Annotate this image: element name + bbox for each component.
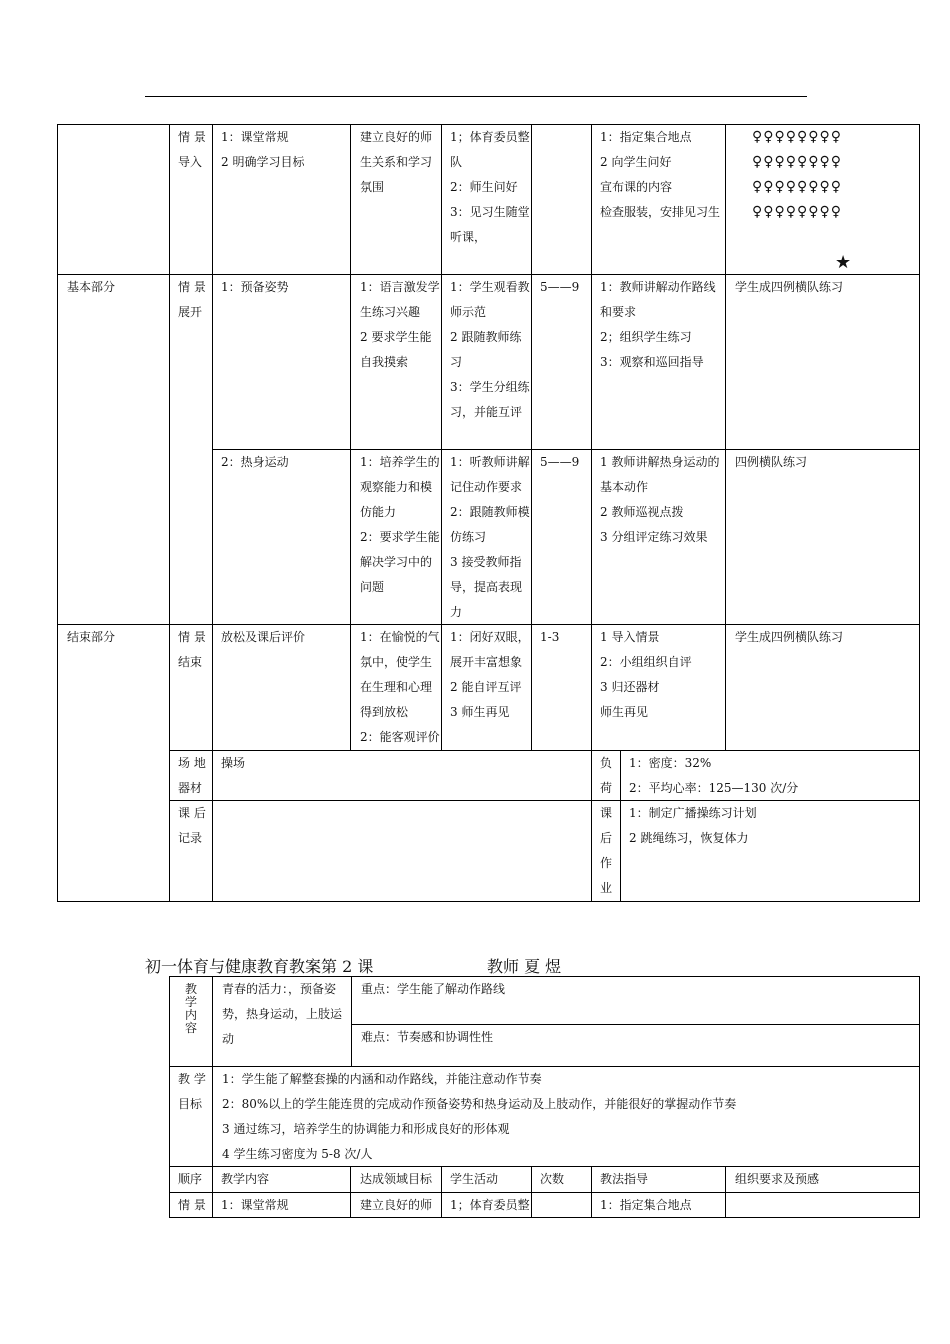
formation-row: ♀♀♀♀♀♀♀♀ [752,179,843,195]
record-label-cell [169,800,213,902]
formation-row: ♀♀♀♀♀♀♀♀ [752,129,843,145]
teacher-name: 教师 夏 煜 [487,957,562,976]
lesson-title: 初一体育与健康教育教案第 2 课 [145,957,374,976]
goals-label: 教 学 目标 [178,1072,206,1111]
content-cell [212,624,351,751]
activity-text: 1：听教师讲解 记住动作要求 2：跟随教师模 仿练习 3 接受教师指 导，提高表现 力 [450,455,530,619]
header-label: 达成领域目标 [360,1172,433,1186]
method-text: 1：教师讲解动作路线 和要求 2；组织学生练习 3：观察和巡回指导 [600,280,716,369]
header-cell [725,1166,920,1193]
formation-cell [725,124,920,275]
org-text: 四例横队练习 [735,455,808,469]
row-text: 1：指定集合地点 [600,1198,692,1212]
times-cell [531,124,592,275]
difficulty-cell [351,1024,920,1067]
goal-text: 1：语言激发学 生练习兴趣 2 要求学生能 自我摸索 [360,280,440,369]
venue-value-cell [212,750,592,801]
header-rule [145,96,807,97]
homework-label-cell [591,800,621,902]
row-text: 情 景 [178,1198,206,1212]
load-label: 负 荷 [600,756,613,795]
section-cell-intro [57,124,170,275]
load-label-cell [591,750,621,801]
times-cell [531,624,592,751]
venue-label-cell [169,750,213,801]
row-text: 建立良好的师 [360,1198,433,1212]
method-cell [591,124,726,275]
times-cell [531,274,592,450]
load-value-cell [620,750,920,801]
header-label: 教法指导 [600,1172,649,1186]
header-cell [350,1166,442,1193]
goal-text: 建立良好的师 生关系和学习 氛围 [360,130,433,194]
header-label: 教学内容 [221,1172,270,1186]
method-text: 1：指定集合地点 2 向学生问好 宣布课的内容 检查服装，安排见习生 [600,130,721,219]
homework-value: 1：制定广播操练习计划 2 跳绳练习，恢复体力 [629,806,757,845]
row-cell [531,1192,592,1218]
section-cell-basic [57,274,170,625]
goal-text: 1：在愉悦的气 氛中，使学生 在生理和心理 得到放松 2：能客观评价 [360,630,440,744]
content-text: 放松及课后评价 [221,630,306,644]
method-text: 1 导入情景 2：小组组织自评 3 归还器材 师生再见 [600,630,692,719]
teacher-star-icon: ★ [835,252,852,273]
method-cell [591,274,726,450]
content-label-cell [169,976,213,1067]
header-cell [441,1166,532,1193]
content-label: 教 学 内 容 [185,982,198,1035]
content-text: 1：预备姿势 [221,280,289,294]
section-cell-end [57,624,170,902]
order-label: 情 景 展开 [178,280,206,319]
order-label: 情 景 结束 [178,630,206,669]
times-text: 1-3 [540,630,560,644]
row-cell [350,1192,442,1218]
content-text: 1：课堂常规 2 明确学习目标 [221,130,305,169]
activity-cell [441,624,532,751]
row-cell [212,1192,351,1218]
goal-text: 1：培养学生的 观察能力和模 仿能力 2：要求学生能 解决学习中的 问题 [360,455,440,594]
row-cell [441,1192,532,1218]
row-cell [725,1192,920,1218]
formation-row: ♀♀♀♀♀♀♀♀ [752,154,843,170]
header-cell [212,1166,351,1193]
goal-cell [350,449,442,625]
activity-text: 1；体育委员整 队 2：师生问好 3：见习生随堂 听课， [450,130,530,244]
activity-text: 1：闭好双眼， 展开丰富想象 2 能自评互评 3 师生再见 [450,630,530,719]
org-cell [725,449,920,625]
header-cell [169,1166,213,1193]
key-point-text: 重点：学生能了解动作路线 [361,982,506,996]
method-cell [591,449,726,625]
order-cell [169,624,213,751]
section-label: 结束部分 [67,630,116,644]
homework-value-cell [620,800,920,902]
header-label: 组织要求及预感 [735,1172,820,1186]
difficulty-text: 难点：节奏感和协调性性 [361,1030,494,1044]
order-label: 情 景 导入 [178,130,206,169]
org-text: 学生成四例横队练习 [735,280,844,294]
header-label: 顺序 [178,1172,203,1186]
activity-cell [441,274,532,450]
times-text: 5——9 [540,280,580,294]
section-label: 基本部分 [67,280,116,294]
activity-text: 1：学生观看教 师示范 2 跟随教师练 习 3：学生分组练 习，并能互评 [450,280,530,419]
header-cell [591,1166,726,1193]
goal-cell [350,624,442,751]
record-label: 课 后 记录 [178,806,206,845]
goals-cell [212,1066,920,1167]
homework-label: 课 后 作 业 [600,806,613,895]
row-text: 1；体育委员整 [450,1198,530,1212]
method-cell [591,624,726,751]
row-cell [591,1192,726,1218]
content-cell [212,449,351,625]
order-cell [169,274,213,625]
goal-cell [350,274,442,450]
times-text: 5——9 [540,455,580,469]
org-text: 学生成四例横队练习 [735,630,844,644]
goal-cell [350,124,442,275]
method-text: 1 教师讲解热身运动的 基本动作 2 教师巡视点拨 3 分组评定练习效果 [600,455,720,544]
header-label: 次数 [540,1172,565,1186]
load-value: 1：密度：32% 2：平均心率：125—130 次/分 [629,756,799,795]
activity-cell [441,449,532,625]
venue-value: 操场 [221,756,246,770]
formation-row: ♀♀♀♀♀♀♀♀ [752,204,843,220]
record-value-cell [212,800,592,902]
order-cell [169,124,213,275]
row-cell [169,1192,213,1218]
content-cell [212,976,352,1067]
goals-label-cell [169,1066,213,1167]
org-cell [725,624,920,751]
content-cell [212,124,351,275]
key-point-cell [351,976,920,1025]
venue-label: 场 地 器材 [178,756,206,795]
content-cell [212,274,351,450]
content-text: 2：热身运动 [221,455,289,469]
activity-cell [441,124,532,275]
content-text: 青春的活力：，预备姿 势，热身运动，上肢运 动 [222,982,343,1046]
row-text: 1：课堂常规 [221,1198,289,1212]
goals-text: 1：学生能了解整套操的内涵和动作路线，并能注意动作节奏 2：80%以上的学生能连贯的完成动作预备姿势和热身运动及上肢动作，并能很好的掌握动作节奏 3 通过练习，培养学生的协调能力和形成良好的形体观 4 学生练习密度为 5-8 次/人 [222,1072,737,1161]
header-cell [531,1166,592,1193]
header-label: 学生活动 [450,1172,499,1186]
times-cell [531,449,592,625]
org-cell [725,274,920,450]
